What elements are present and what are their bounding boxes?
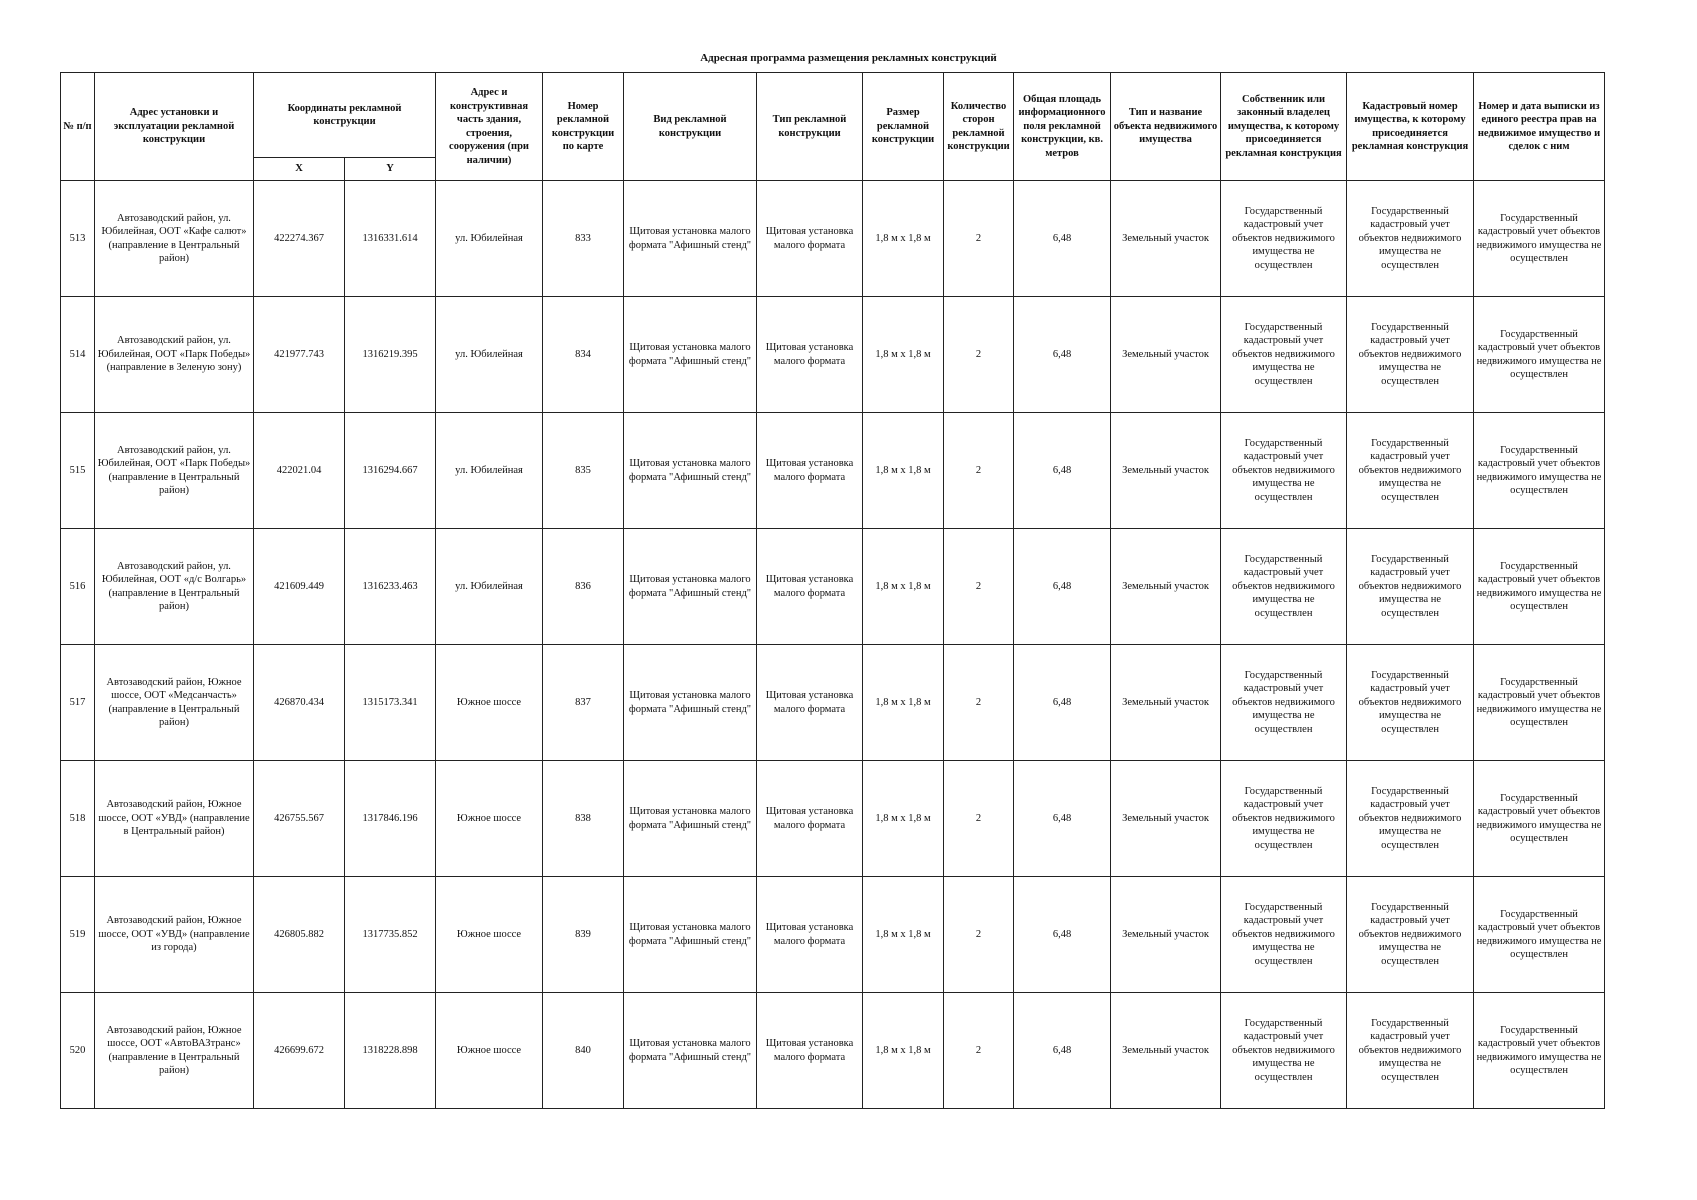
cell-property: Земельный участок: [1111, 645, 1221, 761]
cell-size: 1,8 м х 1,8 м: [863, 761, 944, 877]
cell-property: Земельный участок: [1111, 413, 1221, 529]
cell-registry: Государственный кадастровый учет объектов недвижимого имущества не осуществлен: [1474, 297, 1605, 413]
cell-cadastral: Государственный кадастровый учет объектов недвижимого имущества не осуществлен: [1347, 413, 1474, 529]
cell-building: Южное шоссе: [436, 645, 543, 761]
cell-kind: Щитовая установка малого формата "Афишный стенд": [624, 993, 757, 1109]
cell-cadastral: Государственный кадастровый учет объектов недвижимого имущества не осуществлен: [1347, 529, 1474, 645]
cell-size: 1,8 м х 1,8 м: [863, 529, 944, 645]
header-x: X: [254, 158, 345, 181]
cell-type: Щитовая установка малого формата: [757, 877, 863, 993]
cell-size: 1,8 м х 1,8 м: [863, 181, 944, 297]
cell-num: 516: [61, 529, 95, 645]
cell-cadastral: Государственный кадастровый учет объектов недвижимого имущества не осуществлен: [1347, 993, 1474, 1109]
cell-x: 421609.449: [254, 529, 345, 645]
cell-map-number: 833: [543, 181, 624, 297]
cell-map-number: 837: [543, 645, 624, 761]
cell-size: 1,8 м х 1,8 м: [863, 413, 944, 529]
table-row: [61, 761, 1605, 877]
header-y: Y: [345, 158, 436, 181]
cell-cadastral: Государственный кадастровый учет объектов недвижимого имущества не осуществлен: [1347, 645, 1474, 761]
cell-x: 426870.434: [254, 645, 345, 761]
cell-cadastral: Государственный кадастровый учет объектов недвижимого имущества не осуществлен: [1347, 877, 1474, 993]
cell-num: 513: [61, 181, 95, 297]
cell-num: 515: [61, 413, 95, 529]
cell-y: 1316294.667: [345, 413, 436, 529]
table-row: [61, 529, 1605, 645]
cell-building: Южное шоссе: [436, 993, 543, 1109]
cell-type: Щитовая установка малого формата: [757, 529, 863, 645]
cell-registry: Государственный кадастровый учет объектов недвижимого имущества не осуществлен: [1474, 413, 1605, 529]
cell-building: ул. Юбилейная: [436, 181, 543, 297]
table-row: [61, 877, 1605, 993]
cell-registry: Государственный кадастровый учет объектов недвижимого имущества не осуществлен: [1474, 877, 1605, 993]
cell-num: 517: [61, 645, 95, 761]
cell-area: 6,48: [1014, 877, 1111, 993]
cell-cadastral: Государственный кадастровый учет объектов недвижимого имущества не осуществлен: [1347, 761, 1474, 877]
cell-x: 422274.367: [254, 181, 345, 297]
cell-property: Земельный участок: [1111, 297, 1221, 413]
cell-size: 1,8 м х 1,8 м: [863, 645, 944, 761]
cell-address: Автозаводский район, Южное шоссе, ООТ «УВД» (направление в Центральный район): [95, 761, 254, 877]
cell-building: ул. Юбилейная: [436, 297, 543, 413]
cell-num: 520: [61, 993, 95, 1109]
cell-map-number: 838: [543, 761, 624, 877]
cell-area: 6,48: [1014, 761, 1111, 877]
cell-area: 6,48: [1014, 297, 1111, 413]
cell-address: Автозаводский район, Южное шоссе, ООТ «АвтоВАЗтранс» (направление в Центральный район): [95, 993, 254, 1109]
cell-owner: Государственный кадастровый учет объектов недвижимого имущества не осуществлен: [1221, 181, 1347, 297]
cell-size: 1,8 м х 1,8 м: [863, 993, 944, 1109]
cell-type: Щитовая установка малого формата: [757, 761, 863, 877]
header-size: Размер рекламной конструкции: [863, 73, 944, 181]
table-body: [61, 181, 1605, 1109]
cell-building: ул. Юбилейная: [436, 413, 543, 529]
cell-num: 519: [61, 877, 95, 993]
header-sides: Количество сторон рекламной конструкции: [944, 73, 1014, 181]
cell-building: Южное шоссе: [436, 761, 543, 877]
cell-sides: 2: [944, 413, 1014, 529]
cell-property: Земельный участок: [1111, 529, 1221, 645]
cell-type: Щитовая установка малого формата: [757, 993, 863, 1109]
cell-owner: Государственный кадастровый учет объектов недвижимого имущества не осуществлен: [1221, 993, 1347, 1109]
cell-owner: Государственный кадастровый учет объектов недвижимого имущества не осуществлен: [1221, 761, 1347, 877]
cell-type: Щитовая установка малого формата: [757, 645, 863, 761]
advertising-structures-table: [60, 72, 1605, 1109]
cell-cadastral: Государственный кадастровый учет объектов недвижимого имущества не осуществлен: [1347, 181, 1474, 297]
cell-kind: Щитовая установка малого формата "Афишный стенд": [624, 413, 757, 529]
header-num: № п/п: [61, 73, 95, 181]
table-row: [61, 297, 1605, 413]
table-row: [61, 413, 1605, 529]
header-cadastral: Кадастровый номер имущества, к которому присоединяется рекламная конструкция: [1347, 73, 1474, 181]
cell-map-number: 839: [543, 877, 624, 993]
header-building-address: Адрес и конструктивная часть здания, строения, сооружения (при наличии): [436, 73, 543, 181]
cell-owner: Государственный кадастровый учет объектов недвижимого имущества не осуществлен: [1221, 645, 1347, 761]
cell-type: Щитовая установка малого формата: [757, 297, 863, 413]
cell-area: 6,48: [1014, 993, 1111, 1109]
cell-kind: Щитовая установка малого формата "Афишный стенд": [624, 877, 757, 993]
cell-owner: Государственный кадастровый учет объектов недвижимого имущества не осуществлен: [1221, 413, 1347, 529]
cell-registry: Государственный кадастровый учет объектов недвижимого имущества не осуществлен: [1474, 645, 1605, 761]
cell-map-number: 840: [543, 993, 624, 1109]
cell-address: Автозаводский район, ул. Юбилейная, ООТ «д/с Волгарь» (направление в Центральный район): [95, 529, 254, 645]
cell-address: Автозаводский район, ул. Юбилейная, ООТ «Парк Победы» (направление в Зеленую зону): [95, 297, 254, 413]
cell-y: 1315173.341: [345, 645, 436, 761]
header-type: Тип рекламной конструкции: [757, 73, 863, 181]
header-owner: Собственник или законный владелец имущества, к которому присоединяется рекламная конструкция: [1221, 73, 1347, 181]
cell-area: 6,48: [1014, 413, 1111, 529]
cell-property: Земельный участок: [1111, 181, 1221, 297]
header-area: Общая площадь информационного поля рекламной конструкции, кв. метров: [1014, 73, 1111, 181]
cell-map-number: 836: [543, 529, 624, 645]
cell-sides: 2: [944, 297, 1014, 413]
cell-property: Земельный участок: [1111, 761, 1221, 877]
cell-y: 1316331.614: [345, 181, 436, 297]
header-kind: Вид рекламной конструкции: [624, 73, 757, 181]
cell-size: 1,8 м х 1,8 м: [863, 877, 944, 993]
cell-sides: 2: [944, 761, 1014, 877]
header-map-number: Номер рекламной конструкции по карте: [543, 73, 624, 181]
cell-y: 1316233.463: [345, 529, 436, 645]
cell-owner: Государственный кадастровый учет объектов недвижимого имущества не осуществлен: [1221, 297, 1347, 413]
table-header: [61, 73, 1605, 181]
header-coords: Координаты рекламной конструкции: [254, 73, 436, 158]
cell-type: Щитовая установка малого формата: [757, 181, 863, 297]
cell-address: Автозаводский район, ул. Юбилейная, ООТ «Кафе салют» (направление в Центральный район): [95, 181, 254, 297]
header-registry: Номер и дата выписки из единого реестра прав на недвижимое имущество и сделок с ним: [1474, 73, 1605, 181]
cell-sides: 2: [944, 877, 1014, 993]
cell-registry: Государственный кадастровый учет объектов недвижимого имущества не осуществлен: [1474, 529, 1605, 645]
cell-map-number: 834: [543, 297, 624, 413]
cell-registry: Государственный кадастровый учет объектов недвижимого имущества не осуществлен: [1474, 761, 1605, 877]
cell-kind: Щитовая установка малого формата "Афишный стенд": [624, 297, 757, 413]
table-row: [61, 993, 1605, 1109]
cell-kind: Щитовая установка малого формата "Афишный стенд": [624, 181, 757, 297]
cell-y: 1316219.395: [345, 297, 436, 413]
cell-owner: Государственный кадастровый учет объектов недвижимого имущества не осуществлен: [1221, 529, 1347, 645]
cell-x: 426805.882: [254, 877, 345, 993]
cell-x: 426699.672: [254, 993, 345, 1109]
header-address: Адрес установки и эксплуатации рекламной конструкции: [95, 73, 254, 181]
page-title: Адресная программа размещения рекламных конструкций: [700, 52, 997, 64]
cell-address: Автозаводский район, Южное шоссе, ООТ «УВД» (направление из города): [95, 877, 254, 993]
cell-area: 6,48: [1014, 181, 1111, 297]
cell-cadastral: Государственный кадастровый учет объектов недвижимого имущества не осуществлен: [1347, 297, 1474, 413]
cell-sides: 2: [944, 181, 1014, 297]
cell-num: 514: [61, 297, 95, 413]
cell-x: 421977.743: [254, 297, 345, 413]
cell-address: Автозаводский район, ул. Юбилейная, ООТ «Парк Победы» (направление в Центральный район): [95, 413, 254, 529]
cell-owner: Государственный кадастровый учет объектов недвижимого имущества не осуществлен: [1221, 877, 1347, 993]
cell-map-number: 835: [543, 413, 624, 529]
cell-kind: Щитовая установка малого формата "Афишный стенд": [624, 529, 757, 645]
cell-property: Земельный участок: [1111, 993, 1221, 1109]
cell-address: Автозаводский район, Южное шоссе, ООТ «Медсанчасть» (направление в Центральный район): [95, 645, 254, 761]
cell-kind: Щитовая установка малого формата "Афишный стенд": [624, 761, 757, 877]
cell-x: 426755.567: [254, 761, 345, 877]
cell-num: 518: [61, 761, 95, 877]
table-row: [61, 181, 1605, 297]
cell-sides: 2: [944, 645, 1014, 761]
cell-area: 6,48: [1014, 529, 1111, 645]
header-property-type: Тип и название объекта недвижимого имущества: [1111, 73, 1221, 181]
cell-size: 1,8 м х 1,8 м: [863, 297, 944, 413]
cell-building: ул. Юбилейная: [436, 529, 543, 645]
cell-area: 6,48: [1014, 645, 1111, 761]
cell-y: 1317846.196: [345, 761, 436, 877]
cell-registry: Государственный кадастровый учет объектов недвижимого имущества не осуществлен: [1474, 181, 1605, 297]
cell-x: 422021.04: [254, 413, 345, 529]
cell-sides: 2: [944, 529, 1014, 645]
cell-registry: Государственный кадастровый учет объектов недвижимого имущества не осуществлен: [1474, 993, 1605, 1109]
cell-type: Щитовая установка малого формата: [757, 413, 863, 529]
cell-kind: Щитовая установка малого формата "Афишный стенд": [624, 645, 757, 761]
cell-property: Земельный участок: [1111, 877, 1221, 993]
cell-sides: 2: [944, 993, 1014, 1109]
table-row: [61, 645, 1605, 761]
cell-building: Южное шоссе: [436, 877, 543, 993]
cell-y: 1318228.898: [345, 993, 436, 1109]
cell-y: 1317735.852: [345, 877, 436, 993]
